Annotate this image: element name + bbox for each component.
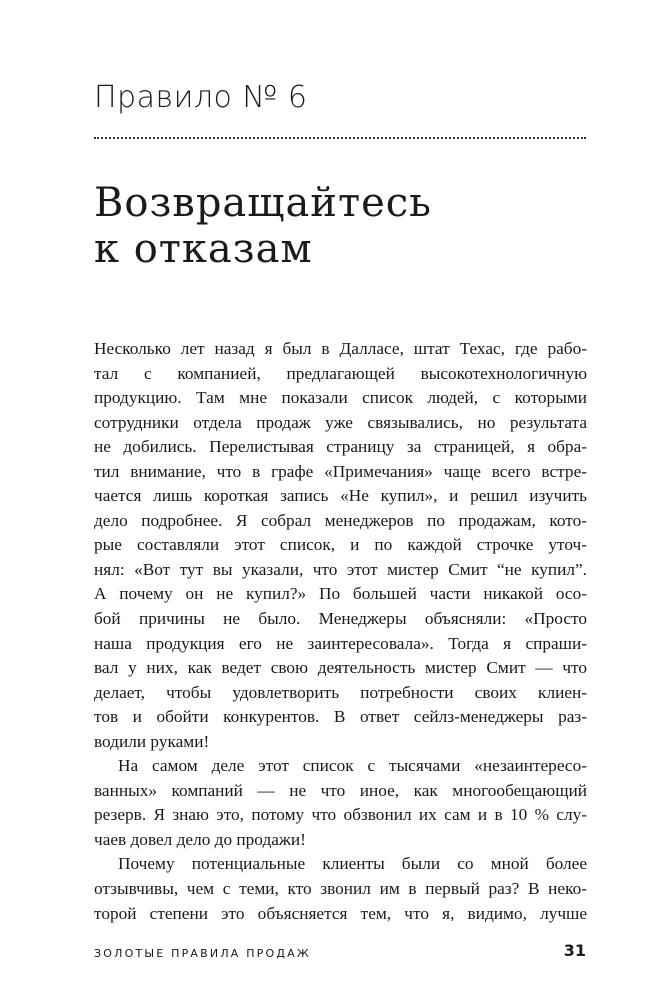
text-line: На самом деле этот список с тысячами «незаинтересо- — [118, 756, 587, 776]
text-line: тил внимание, что в графе «Примечания» чаще всего встре- — [94, 461, 587, 481]
text-line: Несколько лет назад я был в Далласе, штат Техас, где рабо- — [94, 339, 587, 358]
text-line: тал с компанией, предлагающей высокотехнологичную — [94, 363, 587, 383]
text-line: нял: «Вот тут вы указали, что этот мистер Смит “не купил”. — [94, 559, 587, 579]
rule-heading: Правило № 6 — [94, 80, 308, 115]
text-line: А почему он не купил?» По большей части никакой осо- — [94, 584, 587, 604]
chapter-title — [94, 180, 614, 272]
text-line: дело подробнее. Я собрал менеджеров по продажам, кото- — [94, 510, 587, 530]
text-line: рые составляли этот список, и по каждой строчке уточ- — [94, 535, 587, 555]
text-line: водили руками! — [94, 731, 210, 751]
chapter-title-line-2: к отказам — [94, 226, 313, 272]
page-number: 31 — [563, 941, 586, 960]
text-line: чается лишь короткая запись «Не купил», и решил изучить — [94, 486, 587, 506]
text-line: Почему потенциальные клиенты были со мной более — [118, 854, 587, 874]
text-line: резерв. Я знаю это, потому что обзвонил их сам и в 10 % слу- — [94, 805, 587, 825]
text-line: наша продукция его не заинтересовала». Тогда я спраши- — [94, 633, 587, 653]
text-line: чаев довел дело до продажи! — [94, 829, 306, 849]
running-footer-title: ЗОЛОТЫЕ ПРАВИЛА ПРОДАЖ — [94, 947, 311, 960]
text-line: сотрудники отдела продаж уже связывались, но результата — [94, 412, 587, 432]
dotted-divider — [94, 137, 586, 139]
text-line: продукцию. Там мне показали список людей, с которыми — [94, 388, 587, 408]
text-line: тов и обойти конкурентов. В ответ сейлз-менеджеры раз- — [94, 707, 587, 727]
text-line: вал у них, как ведет свою деятельность мистер Смит — что — [94, 658, 587, 678]
chapter-title-line-1: Возвращайтесь — [94, 180, 432, 226]
text-line: не добились. Перелистывая страницу за страницей, я обра- — [94, 437, 587, 457]
text-line: бой причины не было. Менеджеры объясняли: «Просто — [94, 609, 587, 629]
body-text — [94, 337, 587, 926]
text-line: отзывчивы, чем с теми, кто звонил им в первый раз? В неко- — [94, 879, 587, 899]
text-line: ванных» компаний — не что иное, как многообещающий — [94, 780, 587, 800]
text-line: делает, чтобы удовлетворить потребности своих клиен- — [94, 682, 587, 702]
text-line: торой степени это объясняется тем, что я, видимо, лучше — [94, 903, 587, 923]
